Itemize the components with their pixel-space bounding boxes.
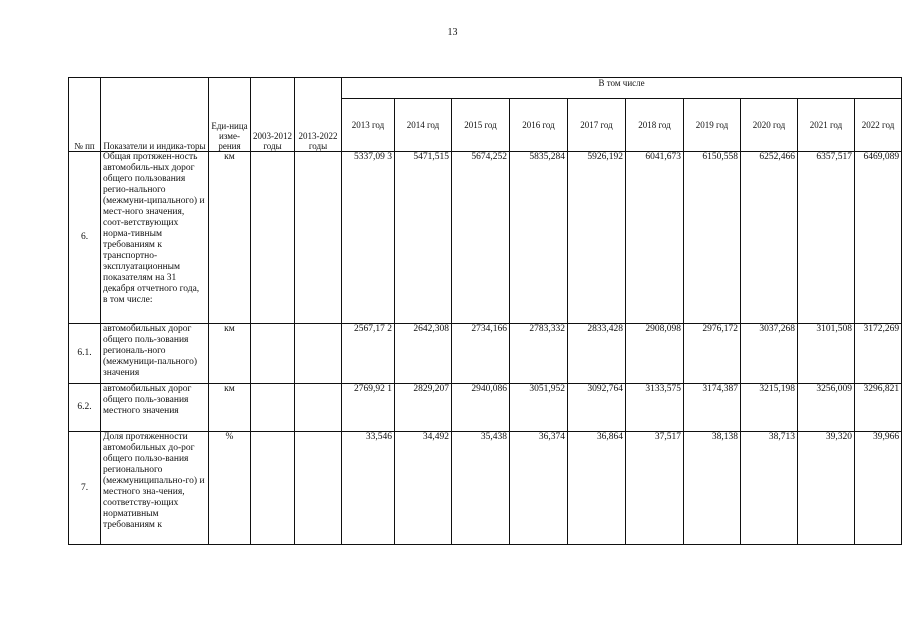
value-cell: 3101,508	[798, 324, 855, 384]
value-cell: 2642,308	[395, 324, 452, 384]
value-cell: 2940,086	[452, 384, 510, 432]
period-2003-2012-cell	[251, 384, 295, 432]
page-number: 13	[447, 27, 458, 38]
value-cell: 2976,172	[684, 324, 741, 384]
value-cell: 3051,952	[510, 384, 568, 432]
value-cell: 6469,089	[855, 152, 902, 324]
value-cell: 2908,098	[626, 324, 684, 384]
value-cell: 39,320	[798, 432, 855, 545]
value-cell: 35,438	[452, 432, 510, 545]
unit-cell: %	[209, 432, 251, 545]
indicator-name: автомобильных дорог общего поль-зования региональ-ного (межмуници-пального) значения	[101, 324, 209, 384]
table-row	[69, 432, 902, 545]
value-cell: 2833,428	[568, 324, 626, 384]
value-cell: 6357,517	[798, 152, 855, 324]
period-2003-2012-cell	[251, 432, 295, 545]
value-cell: 3296,821	[855, 384, 902, 432]
value-cell: 38,713	[741, 432, 798, 545]
header-period-2013-2022: 2013-2022 годы	[295, 78, 342, 152]
header-unit: Еди-ница изме-рения	[209, 78, 251, 152]
value-cell: 6041,673	[626, 152, 684, 324]
header-year: 2016 год	[510, 99, 568, 152]
value-cell: 3092,764	[568, 384, 626, 432]
table-row	[69, 384, 902, 432]
table-row	[69, 152, 902, 324]
row-number: 6.	[69, 152, 101, 324]
value-cell: 2769,92 1	[342, 384, 395, 432]
indicator-name: автомобильных дорог общего поль-зования местного значения	[101, 384, 209, 432]
value-cell: 5337,09 3	[342, 152, 395, 324]
header-year: 2017 год	[568, 99, 626, 152]
period-2013-2022-cell	[295, 432, 342, 545]
period-2013-2022-cell	[295, 152, 342, 324]
value-cell: 3174,387	[684, 384, 741, 432]
value-cell: 37,517	[626, 432, 684, 545]
header-year: 2019 год	[684, 99, 741, 152]
value-cell: 2829,207	[395, 384, 452, 432]
header-period-2003-2012: 2003-2012 годы	[251, 78, 295, 152]
header-indicator: Показатели и индика-торы	[101, 78, 209, 152]
row-number: 6.2.	[69, 384, 101, 432]
value-cell: 3133,575	[626, 384, 684, 432]
value-cell: 2783,332	[510, 324, 568, 384]
value-cell: 6150,558	[684, 152, 741, 324]
header-year: 2021 год	[798, 99, 855, 152]
table-row	[69, 324, 902, 384]
value-cell: 33,546	[342, 432, 395, 545]
value-cell: 6252,466	[741, 152, 798, 324]
value-cell: 38,138	[684, 432, 741, 545]
period-2003-2012-cell	[251, 152, 295, 324]
value-cell: 5926,192	[568, 152, 626, 324]
unit-cell: км	[209, 324, 251, 384]
indicators-table	[68, 77, 902, 545]
period-2013-2022-cell	[295, 324, 342, 384]
value-cell: 34,492	[395, 432, 452, 545]
value-cell: 5674,252	[452, 152, 510, 324]
header-year: 2020 год	[741, 99, 798, 152]
value-cell: 3172,269	[855, 324, 902, 384]
header-year: 2015 год	[452, 99, 510, 152]
value-cell: 39,966	[855, 432, 902, 545]
header-year: 2014 год	[395, 99, 452, 152]
row-number: 6.1.	[69, 324, 101, 384]
row-number: 7.	[69, 432, 101, 545]
value-cell: 3037,268	[741, 324, 798, 384]
value-cell: 36,374	[510, 432, 568, 545]
unit-cell: км	[209, 152, 251, 324]
value-cell: 3256,009	[798, 384, 855, 432]
value-cell: 2567,17 2	[342, 324, 395, 384]
indicator-name: Общая протяжен-ность автомобиль-ных дорог общего пользования регио-нального (межмуни-ципального) и мест-ного значения, соот-ветствующих норма-тивным требованиям к транспортно-эксплуатационным показателям на 31 декабря отчетного года, в том числе:	[101, 152, 209, 324]
value-cell: 36,864	[568, 432, 626, 545]
value-cell: 5835,284	[510, 152, 568, 324]
unit-cell: км	[209, 384, 251, 432]
value-cell: 3215,198	[741, 384, 798, 432]
period-2013-2022-cell	[295, 384, 342, 432]
period-2003-2012-cell	[251, 324, 295, 384]
header-year: 2013 год	[342, 99, 395, 152]
header-num: № пп	[69, 78, 101, 152]
header-including: В том числе	[342, 78, 902, 99]
indicator-name: Доля протяженности автомобильных до-рог общего пользо-вания регионального (межмуниципально-го) и местного зна-чения, соответству-ющих нормативным требованиям к	[101, 432, 209, 545]
header-year: 2018 год	[626, 99, 684, 152]
header-year: 2022 год	[855, 99, 902, 152]
value-cell: 5471,515	[395, 152, 452, 324]
value-cell: 2734,166	[452, 324, 510, 384]
